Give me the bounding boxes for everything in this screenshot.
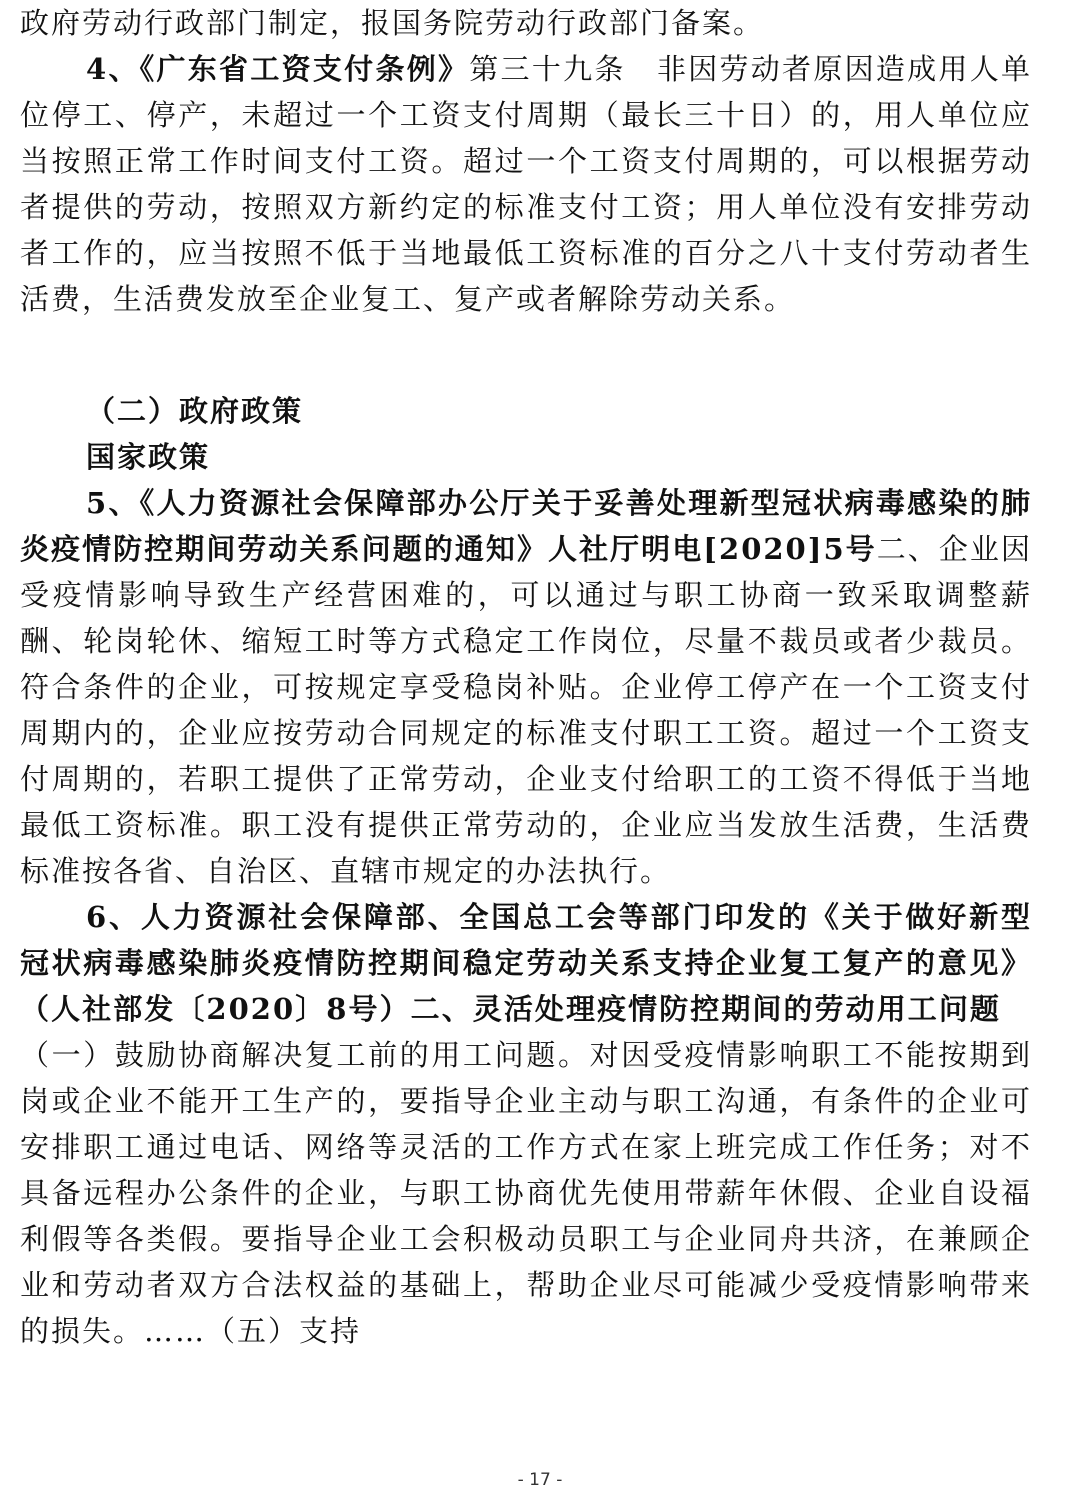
continuation-line: 政府劳动行政部门制定，报国务院劳动行政部门备案。 <box>20 6 765 40</box>
item-4-title: 4、《广东省工资支付条例》 <box>86 52 470 86</box>
item-6-title: 6、人力资源社会保障部、全国总工会等部门印发的《关于做好新型冠状病毒感染肺炎疫情防控期间稳定劳动关系支持企业复工复产的意见》（人社部发〔2020〕8号）二、灵活处理疫情防控期间的劳动用工问题 <box>20 900 1032 1026</box>
item-5-title: 5、《人力资源社会保障部办公厅关于妥善处理新型冠状病毒感染的肺炎疫情防控期间劳动关系问题的通知》人社厅明电[2020]5号 <box>20 486 1032 566</box>
section-gap <box>20 322 1032 388</box>
subsection-heading: 国家政策 <box>86 440 211 474</box>
section-heading: （二）政府政策 <box>86 394 304 428</box>
item-5-body: 二、企业因受疫情影响导致生产经营困难的，可以通过与职工协商一致采取调整薪酬、轮岗轮休、缩短工时等方式稳定工作岗位，尽量不裁员或者少裁员。符合条件的企业，可按规定享受稳岗补贴。企业停工停产在一个工资支付周期内的，企业应按劳动合同规定的标准支付职工工资。超过一个工资支付周期的，若职工提供了正常劳动，企业支付给职工的工资不得低于当地最低工资标准。职工没有提供正常劳动的，企业应当发放生活费，生活费标准按各省、自治区、直辖市规定的办法执行。 <box>20 532 1032 888</box>
document-body <box>20 0 1032 1354</box>
item-6-body: （一）鼓励协商解决复工前的用工问题。对因受疫情影响职工不能按期到岗或企业不能开工生产的，要指导企业主动与职工沟通，有条件的企业可安排职工通过电话、网络等灵活的工作方式在家上班完成工作任务；对不具备远程办公条件的企业，与职工协商优先使用带薪年休假、企业自设福利假等各类假。要指导企业工会积极动员职工与企业同舟共济，在兼顾企业和劳动者双方合法权益的基础上，帮助企业尽可能减少受疫情影响带来的损失。……（五）支持 <box>20 992 1032 1348</box>
item-4 <box>20 46 1032 322</box>
item-4-body: 第三十九条 非因劳动者原因造成用人单位停工、停产，未超过一个工资支付周期（最长三十日）的，用人单位应当按照正常工作时间支付工资。超过一个工资支付周期的，可以根据劳动者提供的劳动，按照双方新约定的标准支付工资；用人单位没有安排劳动者工作的，应当按照不低于当地最低工资标准的百分之八十支付劳动者生活费，生活费发放至企业复工、复产或者解除劳动关系。 <box>20 52 1032 316</box>
page-number: - 17 - <box>517 1470 563 1490</box>
item-5 <box>20 480 1032 894</box>
item-6 <box>20 894 1032 1354</box>
